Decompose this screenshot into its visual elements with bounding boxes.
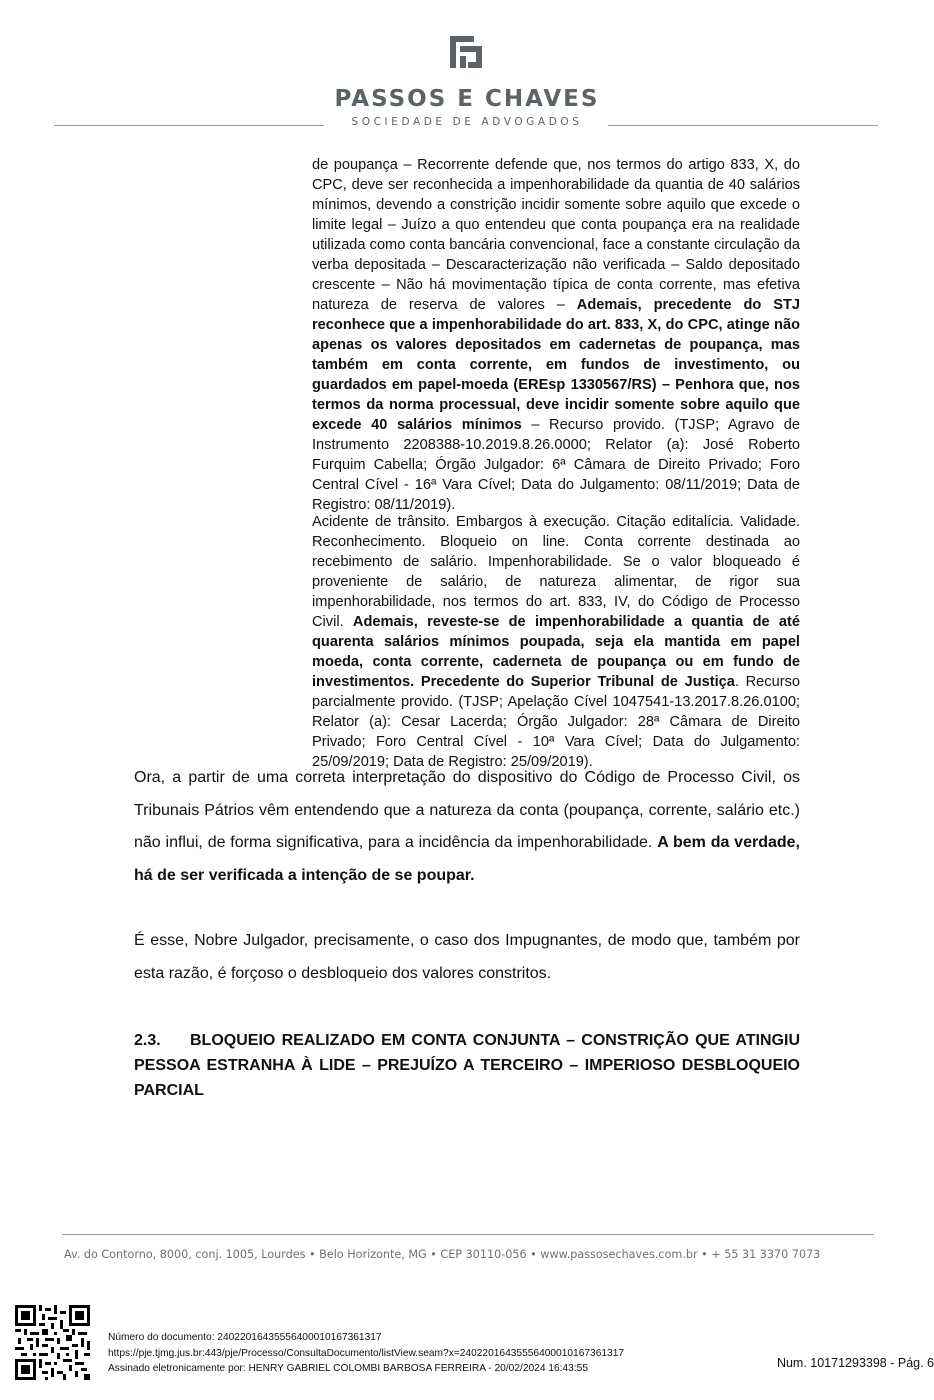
firm-name: PASSOS E CHAVES (334, 86, 600, 112)
page-number: Num. 10171293398 - Pág. 6 (776, 1356, 934, 1370)
citation-text: . Recurso parcialmente provido. (TJSP; Apelação Cível 1047541-13.2017.8.26.0100; Relator (a): Cesar Lacerda; Órgão Julgador: 28ª Câmara de Direito Privado; Foro Central Cível - 10ª Vara Cível; Data do Julgamento: 25/09/2019; Data de Registro: 25/09/2019). (312, 674, 800, 770)
passos-chaves-logo-icon (448, 34, 484, 70)
body-paragraph-1 (134, 762, 800, 892)
footer-rule (62, 1234, 874, 1235)
paragraph-emphasis: A bem da verdade, há de ser verificada a intenção de se poupar. (134, 834, 800, 884)
body-paragraph-2 (134, 925, 800, 990)
document-metadata (108, 1330, 624, 1377)
section-title: BLOQUEIO REALIZADO EM CONTA CONJUNTA – CONSTRIÇÃO QUE ATINGIU PESSOA ESTRANHA À LIDE – PREJUÍZO A TERCEIRO – IMPERIOSO DESBLOQUEIO PARCIAL (134, 1032, 800, 1099)
signature-line: Assinado eletronicamente por: HENRY GABRIEL COLOMBI BARBOSA FERREIRA - 20/02/2024 16:43:55 (108, 1363, 588, 1374)
qr-code-icon (15, 1305, 90, 1380)
section-heading (134, 1028, 800, 1103)
citation-text: – Recurso provido. (TJSP; Agravo de Instrumento 2208388-10.2019.8.26.0000; Relator (a): José Roberto Furquim Cabella; Órgão Julgador: 6ª Câmara de Direito Privado; Foro Central Cível - 16ª Vara Cível; Data do Julgamento: 08/11/2019; Data de Registro: 08/11/2019). (312, 417, 801, 513)
citation-block-2 (312, 512, 800, 772)
citation-emphasis: Ademais, reveste-se de impenhorabilidade a quantia de até quarenta salários mínimos poupada, seja ela mantida em papel moeda, conta corrente, caderneta de poupança ou em fundo de investimentos. Precedente do Superior Tribunal de Justiça (312, 614, 800, 690)
citation-text: de poupança – Recorrente defende que, nos termos do artigo 833, X, do CPC, deve ser reconhecida a impenhorabilidade da quantia de 40 salários mínimos, devendo a constrição incidir somente sobre aquilo que excede o limite legal – Juízo a quo entendeu que conta poupança era na realidade utilizada como conta bancária convencional, face a constante circulação da verba depositada – Descaracterização não verificada – Saldo depositado crescente – Não há movimentação típica de conta corrente, mas efetiva natureza de reserva de valores – (312, 157, 800, 313)
citation-text: Acidente de trânsito. Embargos à execução. Citação editalícia. Validade. Reconhecimento. Bloqueio on line. Conta corrente destinada ao recebimento de salário. Impenhorabilidade. Se o valor bloqueado é proveniente de salário, de natureza alimentar, de rigor sua impenhorabilidade, nos termos do art. 833, IV, do Código de Processo Civil. (312, 514, 800, 630)
document-number: Número do documento: 24022016435556400010167361317 (108, 1332, 382, 1343)
paragraph-text: Ora, a partir de uma correta interpretação do dispositivo do Código de Processo Civil, os Tribunais Pátrios vêm entendendo que a natureza da conta (poupança, corrente, salário etc.) não influi, de forma significativa, para a incidência da impenhorabilidade. (134, 769, 800, 851)
section-number: 2.3. (134, 1032, 161, 1049)
citation-emphasis: Ademais, precedente do STJ reconhece que a impenhorabilidade do art. 833, X, do CPC, atinge não apenas os valores depositados em cadernetas de poupança, mas também em conta corrente, em fundos de investimento, ou guardados em papel-moeda (EREsp 1330567/RS) – Penhora que, nos termos da norma processual, deve incidir somente sobre aquilo que excede 40 salários mínimos (312, 297, 800, 433)
header-rule-right (608, 125, 878, 126)
footer-address: Av. do Contorno, 8000, conj. 1005, Lourdes • Belo Horizonte, MG • CEP 30110-056 • www.passosechaves.com.br • + 55 31 3370 7073 (64, 1248, 821, 1261)
citation-block-1 (312, 155, 800, 515)
firm-subtitle: SOCIEDADE DE ADVOGADOS (351, 116, 583, 128)
paragraph-text: É esse, Nobre Julgador, precisamente, o caso dos Impugnantes, de modo que, também por esta razão, é forçoso o desbloqueio dos valores constritos. (134, 932, 800, 982)
document-url: https://pje.tjmg.jus.br:443/pje/Processo/ConsultaDocumento/listView.seam?x=24022016435556400010167361317 (108, 1347, 625, 1359)
